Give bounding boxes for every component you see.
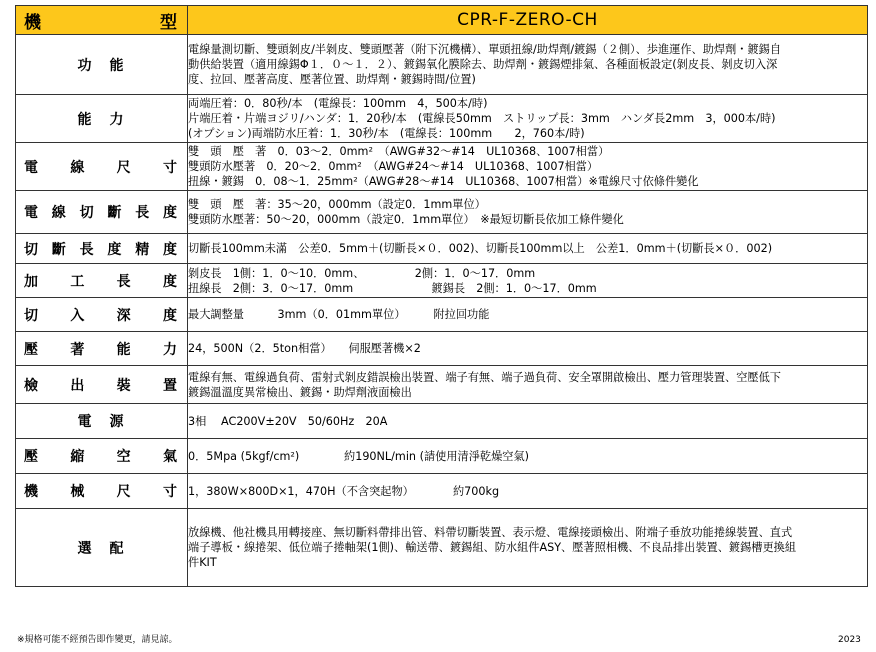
spec-label-cell: [16, 404, 188, 439]
spec-label-char: 氣: [162, 449, 177, 465]
spec-value-line: 0．5Mpa (5kgf/cm²) 約190NL/min (請使用清淨乾燥空氣): [188, 449, 529, 463]
spec-label-cell: [16, 234, 188, 264]
spec-label-char: 斷: [107, 205, 122, 221]
spec-label-char: 能: [109, 57, 124, 74]
spec-value-cell: [188, 366, 868, 404]
spec-label-char: 度: [162, 205, 177, 221]
spec-label-char: 深: [116, 307, 131, 324]
spec-value-cell: [188, 509, 868, 587]
spec-label-char: 度: [162, 273, 177, 290]
spec-row-function: [16, 35, 868, 95]
spec-label-char: 縮: [70, 449, 85, 465]
spec-label-char: 寸: [162, 484, 177, 500]
model-label-char: 型: [160, 12, 177, 33]
spec-value-cell: [188, 264, 868, 298]
spec-value-cell: [188, 332, 868, 366]
model-label: [16, 8, 187, 33]
spec-label-char: 線: [51, 205, 66, 221]
spec-value-line: (オプション)両端防水圧着：1．30秒/本 (電線長：100mm 2，760本/時): [188, 127, 585, 140]
spec-row-options: [16, 509, 868, 587]
spec-label-char: 加: [24, 273, 38, 290]
spec-row-process-length: [16, 264, 868, 298]
spec-label-char: 功: [77, 57, 92, 74]
spec-label-char: 電: [24, 205, 38, 221]
spec-label-char: 寸: [162, 159, 177, 176]
spec-value-cell: [188, 404, 868, 439]
spec-label: [16, 239, 187, 259]
spec-label-char: 入: [70, 307, 85, 324]
spec-value-line: 扭線長 2側：3．0～17．0mm 鍍錫長 2側：1．0～17．0mm: [188, 281, 597, 295]
spec-label-char: 尺: [116, 159, 131, 176]
spec-label-char: 壓: [24, 341, 38, 358]
spec-label-char: 尺: [116, 484, 131, 500]
spec-label: [16, 339, 187, 359]
spec-label: [16, 55, 187, 75]
spec-value-cell: [188, 95, 868, 143]
spec-label: [16, 446, 187, 466]
spec-label-cell: [16, 509, 188, 587]
spec-label: [16, 375, 187, 395]
spec-label-char: 檢: [24, 377, 38, 394]
spec-value-line: 扭線・鍍錫 0．08～1．25mm²（AWG#28～#14 UL10368、1007相當）※電線尺寸依條件變化: [188, 175, 699, 188]
spec-value-line: 件KIT: [188, 556, 217, 569]
spec-label-cell: [16, 332, 188, 366]
spec-label-char: 源: [109, 414, 124, 430]
spec-label-cell: [16, 191, 188, 234]
spec-label-cell: [16, 474, 188, 509]
spec-label-cell: [16, 143, 188, 191]
table-header-row: [16, 6, 868, 35]
spec-label: [16, 157, 187, 177]
spec-label: [16, 271, 187, 291]
spec-row-wire-size: [16, 143, 868, 191]
spec-value-line: 電線量測切斷、雙頭剝皮/半剝皮、雙頭壓著（附下沉機構）、單頭扭線/助焊劑/鍍錫（２側）、歩進運作、助焊劑・鍍錫自: [188, 43, 782, 56]
spec-row-crimp-force: [16, 332, 868, 366]
spec-label-char: 配: [109, 540, 124, 557]
spec-label-char: 力: [162, 341, 177, 358]
spec-label-char: 機: [24, 484, 38, 500]
footnote: ※規格可能不經預告即作變更，請見諒。: [17, 635, 178, 645]
spec-label-char: 置: [162, 377, 177, 394]
spec-label-char: 能: [77, 111, 92, 128]
spec-value-line: 動供給裝置（適用線錫Φ１．０～１．２）、鍍錫氧化膜除去、助焊劑・鍍錫煙排氣、各種面板設定(剝皮長、剝皮切入深: [188, 58, 778, 71]
spec-value-cell: [188, 35, 868, 95]
spec-value-line: 雙頭防水壓著：50～20，000mm（設定0．1mm單位） ※最短切斷長依加工條件變化: [188, 213, 624, 226]
spec-row-detection: [16, 366, 868, 404]
model-label-cell: [16, 6, 188, 35]
spec-label-char: 長: [135, 205, 150, 221]
spec-label-cell: [16, 439, 188, 474]
spec-label-char: 工: [70, 273, 85, 290]
spec-value-line: 電線有無、電線過負荷、雷射式剝皮錯誤檢出裝置、端子有無、端子過負荷、安全罩開啟檢出、壓力管理裝置、空壓低下: [188, 370, 781, 384]
spec-label-char: 裝: [116, 377, 131, 394]
spec-label-char: 切: [24, 241, 38, 258]
spec-value-line: 剝皮長 1側：1．0～10．0mm、 2側：1．0～17．0mm: [188, 266, 536, 280]
spec-label-char: 切: [24, 307, 38, 324]
spec-value-line: 片端圧着・片端ヨジリ/ハンダ：1．20秒/本 (電線長50mm ストリップ長：3mm ハンダ長2mm 3，000本/時): [188, 112, 776, 125]
spec-label-char: 切: [79, 205, 94, 221]
spec-value-line: 端子導板・線捲架、低位端子捲軸架(1側)、輸送帶、鍍錫組、防水組件ASY、壓著照相機、不良品排出裝置、鍍錫槽更換組: [188, 541, 797, 554]
spec-value-line: 鍍錫溫溫度異常檢出、鍍錫・助焊劑液面檢出: [188, 385, 412, 399]
spec-label-char: 長: [79, 241, 94, 258]
spec-value-line: 3相 AC200V±20V 50/60Hz 20A: [188, 414, 388, 428]
spec-label-cell: [16, 35, 188, 95]
year: 2023: [838, 635, 861, 645]
spec-row-cut-accuracy: [16, 234, 868, 264]
spec-value-line: 雙頭防水壓著 0．20～2．0mm² （AWG#24～#14 UL10368、1007相當）: [188, 160, 599, 173]
spec-label: [16, 481, 187, 501]
spec-label: [16, 305, 187, 325]
spec-label-char: 壓: [24, 449, 38, 465]
spec-label-cell: [16, 264, 188, 298]
spec-value-cell: [188, 298, 868, 332]
spec-row-dimensions: [16, 474, 868, 509]
spec-row-cut-depth: [16, 298, 868, 332]
spec-label-char: 械: [70, 484, 85, 500]
spec-value-cell: [188, 143, 868, 191]
spec-row-cut-length: [16, 191, 868, 234]
spec-label-cell: [16, 298, 188, 332]
spec-label-char: 線: [70, 159, 85, 176]
spec-label-char: 著: [70, 341, 85, 358]
spec-value-line: 度、拉回、壓著高度、壓著位置、助焊劑・鍍錫時間/位置): [188, 73, 476, 86]
spec-label-char: 電: [24, 159, 38, 176]
spec-value-cell: [188, 439, 868, 474]
spec-label-char: 電: [77, 414, 92, 430]
spec-row-air: [16, 439, 868, 474]
spec-label-cell: [16, 366, 188, 404]
spec-label-cell: [16, 95, 188, 143]
spec-label-char: 度: [162, 241, 177, 258]
spec-label: [16, 538, 187, 558]
spec-value-line: 1，380W×800D×1，470H（不含突起物） 約700kg: [188, 484, 500, 498]
spec-value-cell: [188, 234, 868, 264]
spec-label-char: 空: [116, 449, 131, 465]
spec-value-line: 24，500N（2．5ton相當） 伺服壓著機×2: [188, 342, 421, 355]
spec-label-char: 選: [77, 540, 92, 557]
model-name: CPR-F-ZERO-CH: [188, 6, 868, 35]
spec-label: [16, 411, 187, 431]
spec-label: [16, 109, 187, 129]
spec-label-char: 出: [70, 377, 85, 394]
spec-label-char: 力: [109, 111, 124, 128]
spec-value-line: 切斷長100mm未滿 公差0．5mm＋(切斷長×０．002)、切斷長100mm以上 公差1．0mm＋(切斷長×０．002): [188, 242, 773, 255]
spec-value-line: 両端圧着：0．80秒/本 (電線長：100mm 4，500本/時): [188, 97, 488, 110]
spec-value-line: 放線機、他社機具用轉接座、無切斷料帶排出管、料帶切斷裝置、表示燈、電線接頭檢出、附端子垂放功能捲線裝置、直式: [188, 526, 793, 539]
spec-label-char: 長: [116, 273, 131, 290]
spec-value-line: 最大調整量 3mm（0．01mm單位） 附拉回功能: [188, 308, 490, 321]
spec-table: [15, 5, 868, 587]
spec-rows: [16, 35, 868, 587]
spec-value-line: 雙 頭 壓 著：35～20，000mm（設定0．1mm單位）: [188, 198, 486, 211]
spec-value-line: 雙 頭 壓 著 0．03～2．0mm² （AWG#32～#14 UL10368、1007相當）: [188, 145, 610, 158]
spec-value-cell: [188, 474, 868, 509]
spec-row-power: [16, 404, 868, 439]
spec-row-capacity: [16, 95, 868, 143]
spec-value-cell: [188, 191, 868, 234]
spec-label-char: 度: [107, 241, 122, 258]
spec-label-char: 度: [162, 307, 177, 324]
spec-label-char: 斷: [51, 241, 66, 258]
spec-label-char: 精: [135, 241, 150, 258]
spec-label-char: 能: [116, 341, 131, 358]
model-label-char: 機: [24, 12, 41, 33]
spec-label: [16, 202, 187, 222]
